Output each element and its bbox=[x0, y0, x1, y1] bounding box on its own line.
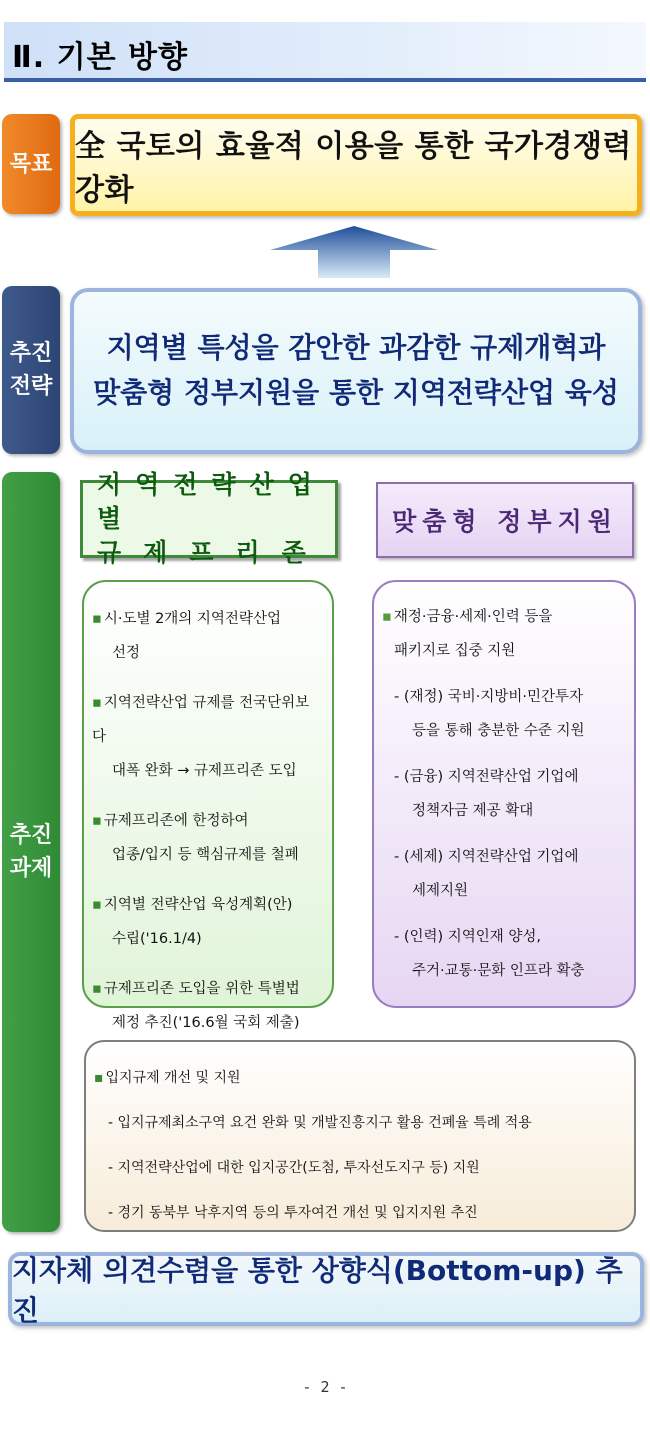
bullet-icon: ▪ bbox=[92, 897, 102, 913]
bottom-sub-1: - 입지규제최소구역 요건 완화 및 개발진흥지구 활용 건폐율 특례 적용 bbox=[108, 1115, 532, 1131]
right-sub-2-line2: 정책자금 제공 확대 bbox=[412, 803, 534, 819]
right-sub-4-line2: 주거·교통·문화 인프라 확충 bbox=[412, 963, 585, 979]
strategy-label-line2: 전략 bbox=[9, 374, 53, 399]
left-item-3-line1: 규제프리존에 한정하여 bbox=[103, 813, 249, 829]
left-item-5-line1: 규제프리존 도입을 위한 특별법 bbox=[103, 981, 300, 997]
bottom-sub-3: - 경기 동북부 낙후지역 등의 투자여건 개선 및 입지지원 추진 bbox=[108, 1205, 478, 1221]
list-item bbox=[92, 602, 322, 670]
right-sub-3-line2: 세제지원 bbox=[412, 883, 469, 899]
right-sub-3-line1: - (세제) 지역전략산업 기업에 bbox=[394, 849, 579, 865]
left-item-2-line1: 지역전략산업 규제를 전국단위보다 bbox=[92, 695, 310, 745]
government-support-header bbox=[376, 482, 634, 558]
left-item-2-line2: 대폭 완화 → 규제프리존 도입 bbox=[112, 763, 297, 779]
up-arrow-icon bbox=[268, 224, 440, 280]
right-main-line2: 패키지로 집중 지원 bbox=[394, 643, 516, 659]
tasks-label-line1: 추진 bbox=[9, 823, 53, 848]
bottom-up-text: 지자체 의견수렴을 통한 상향식(Bottom-up) 추진 bbox=[12, 1254, 623, 1327]
right-sub-4-line1: - (인력) 지역인재 양성, bbox=[394, 929, 542, 945]
strategy-line2: 맞춤형 정부지원을 통한 지역전략산업 육성 bbox=[93, 376, 619, 409]
left-item-4-line2: 수립('16.1/4) bbox=[112, 931, 202, 947]
bullet-icon: ▪ bbox=[92, 695, 102, 711]
right-sub-1-line2: 등을 통해 충분한 수준 지원 bbox=[412, 723, 585, 739]
location-regulation-card bbox=[84, 1040, 636, 1232]
goal-label-text: 목표 bbox=[9, 151, 53, 177]
right-header-text: 맞춤형 정부지원 bbox=[392, 507, 618, 536]
right-sub-1-line1: - (재정) 국비·지방비·민간투자 bbox=[394, 689, 584, 705]
right-sub-2-line1: - (금융) 지역전략산업 기업에 bbox=[394, 769, 579, 785]
bullet-icon: ▪ bbox=[92, 981, 102, 997]
goal-text: 全 국토의 효율적 이용을 통한 국가경쟁력 강화 bbox=[75, 129, 632, 208]
list-item bbox=[92, 888, 322, 956]
bottom-sub-2: - 지역전략산업에 대한 입지공간(도첨, 투자선도지구 등) 지원 bbox=[108, 1160, 480, 1176]
left-header-line2: 규제프리존 bbox=[97, 537, 328, 567]
regulation-free-zone-card bbox=[82, 580, 334, 1031]
strategy-label-line1: 추진 bbox=[9, 341, 53, 366]
list-item bbox=[92, 804, 322, 872]
left-item-1-line1: 시·도별 2개의 지역전략산업 bbox=[103, 611, 281, 627]
tasks-label-line2: 과제 bbox=[9, 856, 53, 881]
government-support-card bbox=[372, 580, 636, 1008]
strategy-label bbox=[2, 286, 60, 454]
page-number: - 2 - bbox=[302, 1378, 348, 1396]
bottom-up-banner bbox=[8, 1252, 644, 1326]
bullet-icon: ▪ bbox=[92, 611, 102, 627]
left-header-line1: 지역전략산업별 bbox=[97, 470, 326, 534]
left-item-4-line1: 지역별 전략산업 육성계획(안) bbox=[103, 897, 293, 913]
tasks-label bbox=[2, 472, 60, 1232]
section-header bbox=[4, 22, 646, 82]
bottom-main: 입지규제 개선 및 지원 bbox=[105, 1070, 241, 1086]
bullet-icon: ▪ bbox=[382, 609, 392, 625]
bullet-icon: ▪ bbox=[92, 813, 102, 829]
section-title: Ⅱ. 기본 방향 bbox=[12, 40, 188, 75]
goal-box bbox=[70, 114, 642, 216]
bullet-icon: ▪ bbox=[94, 1070, 104, 1086]
right-main-line1: 재정·금융·세제·인력 등을 bbox=[393, 609, 553, 625]
list-item bbox=[92, 686, 322, 788]
goal-label bbox=[2, 114, 60, 214]
regulation-free-zone-header bbox=[80, 470, 338, 567]
strategy-box bbox=[70, 288, 642, 454]
left-item-5-line2: 제정 추진('16.6월 국회 제출) bbox=[112, 1015, 300, 1031]
left-item-3-line2: 업종/입지 등 핵심규제를 철폐 bbox=[112, 847, 299, 863]
list-item bbox=[92, 972, 322, 1040]
strategy-line1: 지역별 특성을 감안한 과감한 규제개혁과 bbox=[106, 331, 606, 365]
left-item-1-line2: 선정 bbox=[112, 645, 141, 661]
